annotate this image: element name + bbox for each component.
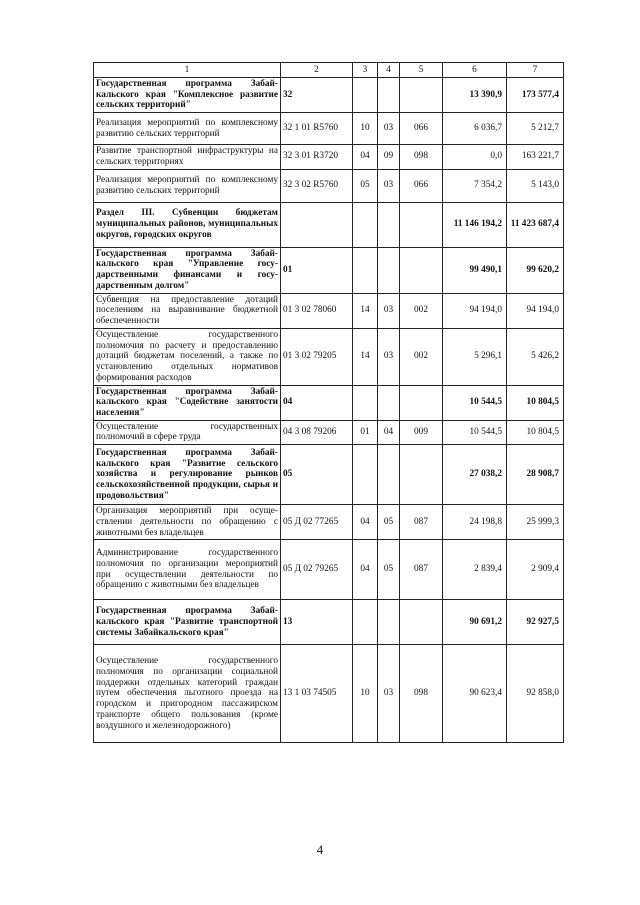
target-code-cell: 13: [281, 600, 353, 645]
expense-type-cell: 087: [400, 540, 443, 600]
header-cell: 4: [378, 63, 400, 78]
program-name-cell: Развитие транспортной инфраструктуры на сельских территориях: [94, 145, 281, 169]
subsection-cell: [378, 600, 400, 645]
budget-table-body: [94, 63, 564, 743]
expense-type-cell: 009: [400, 420, 443, 444]
program-name-cell: Государственная программа Забайкальского края "Содействие занятости населения": [94, 385, 281, 420]
amount-year2-cell: 2 909,4: [507, 540, 564, 600]
amount-year1-cell: 10 544,5: [443, 420, 507, 444]
subsection-cell: 03: [378, 293, 400, 328]
expense-type-cell: 002: [400, 293, 443, 328]
amount-year1-cell: 24 198,8: [443, 505, 507, 540]
subsection-cell: 03: [378, 645, 400, 743]
amount-year2-cell: 28 908,7: [507, 445, 564, 505]
program-name-cell: Раздел III. Субвенции бюджетам муниципальных районов, муниципальных округов, городских округов: [94, 202, 281, 247]
section-cell: 04: [353, 145, 378, 169]
subsection-cell: [378, 385, 400, 420]
section-cell: [353, 78, 378, 113]
section-cell: [353, 247, 378, 293]
header-cell: 3: [353, 63, 378, 78]
amount-year1-cell: 11 146 194,2: [443, 202, 507, 247]
amount-year2-cell: 10 804,5: [507, 385, 564, 420]
amount-year2-cell: 10 804,5: [507, 420, 564, 444]
expense-type-cell: 002: [400, 328, 443, 385]
amount-year1-cell: 99 490,1: [443, 247, 507, 293]
program-name-cell: Организация мероприятий при осуществлении деятельности по обращению с животными без владельцев: [94, 505, 281, 540]
program-name-cell: Реализация мероприятий по комплексному развитию сельских территорий: [94, 169, 281, 202]
subsection-cell: 03: [378, 328, 400, 385]
amount-year1-cell: 27 038,2: [443, 445, 507, 505]
target-code-cell: 05: [281, 445, 353, 505]
program-name-cell: Субвенция на предоставление дотаций поселениям на выравнивание бюджетной обеспеченности: [94, 293, 281, 328]
table-row: [94, 169, 564, 202]
section-cell: [353, 202, 378, 247]
expense-type-cell: [400, 202, 443, 247]
table-row: [94, 328, 564, 385]
expense-type-cell: 087: [400, 505, 443, 540]
target-code-cell: 01 3 02 78060: [281, 293, 353, 328]
program-name-cell: Государственная программа Забайкальского края "Развитие сельского хозяйства и регулирование рынков сельскохозяйственной продукции, сырья и продовольствия": [94, 445, 281, 505]
amount-year2-cell: 5 212,7: [507, 113, 564, 145]
amount-year1-cell: 0,0: [443, 145, 507, 169]
expense-type-cell: 066: [400, 113, 443, 145]
page-number: 4: [316, 842, 324, 857]
amount-year1-cell: 90 623,4: [443, 645, 507, 743]
table-header-row: [94, 63, 564, 78]
expense-type-cell: 098: [400, 645, 443, 743]
header-cell: 2: [281, 63, 353, 78]
table-row: [94, 420, 564, 444]
subsection-cell: 09: [378, 145, 400, 169]
header-cell: 7: [507, 63, 564, 78]
budget-table: [93, 62, 564, 743]
table-row: [94, 645, 564, 743]
amount-year2-cell: 173 577,4: [507, 78, 564, 113]
amount-year1-cell: 7 354,2: [443, 169, 507, 202]
table-row: [94, 445, 564, 505]
table-row: [94, 247, 564, 293]
table-row: [94, 505, 564, 540]
subsection-cell: 03: [378, 169, 400, 202]
target-code-cell: 04 3 08 79206: [281, 420, 353, 444]
subsection-cell: [378, 445, 400, 505]
expense-type-cell: [400, 385, 443, 420]
program-name-cell: Администрирование государственного полномочия по организации мероприятий при осуществлении деятельности по обращению с животными без владельцев: [94, 540, 281, 600]
budget-table-container: [93, 62, 563, 743]
section-cell: 04: [353, 505, 378, 540]
table-row: [94, 293, 564, 328]
amount-year2-cell: 92 858,0: [507, 645, 564, 743]
program-name-cell: Осуществление государственных полномочий в сфере труда: [94, 420, 281, 444]
amount-year2-cell: 5 426,2: [507, 328, 564, 385]
expense-type-cell: [400, 600, 443, 645]
section-cell: 14: [353, 328, 378, 385]
target-code-cell: 01 3 02 79205: [281, 328, 353, 385]
amount-year1-cell: 10 544,5: [443, 385, 507, 420]
table-row: [94, 113, 564, 145]
target-code-cell: 32 3 02 R5760: [281, 169, 353, 202]
target-code-cell: 32 3 01 R3720: [281, 145, 353, 169]
section-cell: 01: [353, 420, 378, 444]
subsection-cell: 05: [378, 540, 400, 600]
expense-type-cell: 098: [400, 145, 443, 169]
amount-year1-cell: 6 036,7: [443, 113, 507, 145]
table-row: [94, 145, 564, 169]
header-cell: 1: [94, 63, 281, 78]
section-cell: 04: [353, 540, 378, 600]
subsection-cell: [378, 202, 400, 247]
program-name-cell: Осуществление государственного полномочия по организации социальной поддержки отдельных категорий граждан путем обеспечения льготного проезда на городском и пригородном пассажирском транспорте общего пользования (кроме воздушного и железнодорожного): [94, 645, 281, 743]
amount-year2-cell: 25 999,3: [507, 505, 564, 540]
program-name-cell: Государственная программа Забайкальского края "Комплексное развитие сельских территорий": [94, 78, 281, 113]
section-cell: 10: [353, 645, 378, 743]
section-cell: [353, 445, 378, 505]
amount-year2-cell: 92 927,5: [507, 600, 564, 645]
expense-type-cell: 066: [400, 169, 443, 202]
expense-type-cell: [400, 78, 443, 113]
amount-year2-cell: 94 194,0: [507, 293, 564, 328]
amount-year1-cell: 90 691,2: [443, 600, 507, 645]
subsection-cell: 04: [378, 420, 400, 444]
section-cell: 14: [353, 293, 378, 328]
expense-type-cell: [400, 247, 443, 293]
amount-year2-cell: 11 423 687,4: [507, 202, 564, 247]
program-name-cell: Реализация мероприятий по комплексному развитию сельских территорий: [94, 113, 281, 145]
program-name-cell: Осуществление государственного полномочия по расчету и предоставлению дотаций бюджетам поселений, а также по установлению отдельных нормативов формирования расходов: [94, 328, 281, 385]
target-code-cell: 32: [281, 78, 353, 113]
header-cell: 5: [400, 63, 443, 78]
table-row: [94, 202, 564, 247]
target-code-cell: 13 1 03 74505: [281, 645, 353, 743]
target-code-cell: 32 1 01 R5760: [281, 113, 353, 145]
target-code-cell: [281, 202, 353, 247]
amount-year1-cell: 13 390,9: [443, 78, 507, 113]
target-code-cell: 05 Д 02 77265: [281, 505, 353, 540]
table-row: [94, 78, 564, 113]
amount-year1-cell: 5 296,1: [443, 328, 507, 385]
subsection-cell: 03: [378, 113, 400, 145]
header-cell: 6: [443, 63, 507, 78]
table-row: [94, 540, 564, 600]
target-code-cell: 01: [281, 247, 353, 293]
amount-year2-cell: 99 620,2: [507, 247, 564, 293]
target-code-cell: 05 Д 02 79265: [281, 540, 353, 600]
subsection-cell: [378, 78, 400, 113]
amount-year2-cell: 163 221,7: [507, 145, 564, 169]
section-cell: 05: [353, 169, 378, 202]
amount-year2-cell: 5 143,0: [507, 169, 564, 202]
amount-year1-cell: 2 839,4: [443, 540, 507, 600]
section-cell: [353, 385, 378, 420]
section-cell: 10: [353, 113, 378, 145]
section-cell: [353, 600, 378, 645]
program-name-cell: Государственная программа Забайкальского края "Развитие транспортной системы Забайкальского края": [94, 600, 281, 645]
target-code-cell: 04: [281, 385, 353, 420]
program-name-cell: Государственная программа Забайкальского края "Управление государственными финансами и государственным долгом": [94, 247, 281, 293]
table-row: [94, 385, 564, 420]
subsection-cell: 05: [378, 505, 400, 540]
expense-type-cell: [400, 445, 443, 505]
subsection-cell: [378, 247, 400, 293]
table-row: [94, 600, 564, 645]
amount-year1-cell: 94 194,0: [443, 293, 507, 328]
